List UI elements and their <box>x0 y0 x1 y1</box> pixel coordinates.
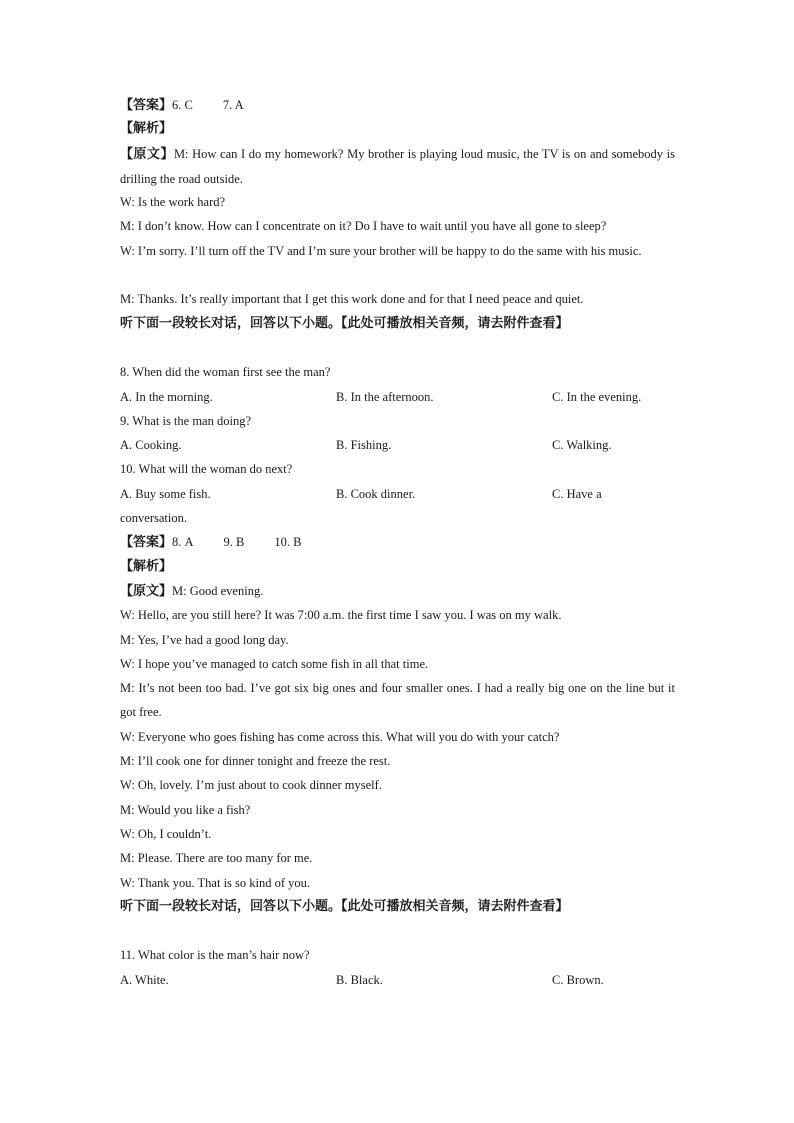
option-c-continuation: conversation. <box>120 511 187 526</box>
question-text: 8. When did the woman first see the man? <box>120 365 331 380</box>
answer-item: 9. B <box>223 535 245 550</box>
original-label: 【原文】 <box>120 583 173 599</box>
option-a[interactable]: A. Buy some fish. <box>120 486 211 501</box>
transcript-line <box>120 579 675 603</box>
question-options <box>120 482 675 506</box>
question-options <box>120 968 675 992</box>
transcript-line: W: Everyone who goes fishing has come across this. What will you do with your catch? <box>120 729 560 744</box>
spacer <box>120 919 675 943</box>
transcript-line: W: I’m sorry. I’ll turn off the TV and I’m sure your brother will be happy to do the same with his music. <box>120 243 642 258</box>
option-b[interactable]: B. Black. <box>336 972 383 987</box>
transcript-line: M: I’ll cook one for dinner tonight and freeze the rest. <box>120 754 391 769</box>
option-b[interactable]: B. Fishing. <box>336 438 392 453</box>
transcript-line: W: I hope you’ve managed to catch some fish in all that time. <box>120 656 429 671</box>
transcript-text: M: Good evening. <box>172 583 264 598</box>
question-text: 11. What color is the man’s hair now? <box>120 948 310 963</box>
question-options <box>120 385 675 409</box>
transcript-line: M: Would you like a fish? <box>120 802 251 817</box>
page-content <box>120 93 675 992</box>
question-options <box>120 433 675 457</box>
transcript-line: M: Please. There are too many for me. <box>120 851 313 866</box>
transcript-line: W: Oh, I couldn’t. <box>120 826 212 841</box>
transcript-line: W: Oh, lovely. I’m just about to cook dinner myself. <box>120 778 382 793</box>
spacer <box>120 336 675 360</box>
transcript-line: M: Yes, I’ve had a good long day. <box>120 632 289 647</box>
audio-instruction: 听下面一段较长对话，回答以下小题。【此处可播放相关音频，请去附件查看】 <box>120 315 569 331</box>
audio-instruction: 听下面一段较长对话，回答以下小题。【此处可播放相关音频，请去附件查看】 <box>120 898 569 914</box>
analysis-label: 【解析】 <box>120 558 173 574</box>
transcript-line: M: It’s not been too bad. I’ve got six big ones and four smaller ones. I had a really big one on the line but it got free. <box>120 681 675 720</box>
transcript-line: M: I don’t know. How can I concentrate on it? Do I have to wait until you have all gone to sleep? <box>120 219 607 234</box>
transcript-line: M: Thanks. It’s really important that I get this work done and for that I need peace and quiet. <box>120 292 584 307</box>
question-text: 9. What is the man doing? <box>120 413 251 428</box>
transcript-line <box>120 142 675 191</box>
question-text: 10. What will the woman do next? <box>120 462 293 477</box>
answer-line-1 <box>120 93 675 117</box>
option-c[interactable]: C. Walking. <box>552 438 612 453</box>
option-a[interactable]: A. White. <box>120 972 169 987</box>
transcript-line: W: Hello, are you still here? It was 7:00 a.m. the first time I saw you. I was on my walk. <box>120 608 562 623</box>
answer-item: 7. A <box>222 98 244 112</box>
answer-label: 【答案】 <box>120 535 173 551</box>
answer-item: 8. A <box>172 535 194 550</box>
option-a[interactable]: A. In the morning. <box>120 389 213 404</box>
option-c[interactable]: C. Brown. <box>552 972 604 987</box>
transcript-line: W: Is the work hard? <box>120 195 226 210</box>
answer-label: 【答案】 <box>120 98 173 113</box>
option-c[interactable]: C. Have a <box>552 486 602 501</box>
option-c[interactable]: C. In the evening. <box>552 389 642 404</box>
option-b[interactable]: B. Cook dinner. <box>336 486 416 501</box>
analysis-label: 【解析】 <box>120 121 173 137</box>
original-label: 【原文】 <box>120 146 174 162</box>
transcript-text: M: How can I do my homework? My brother is playing loud music, the TV is on and somebody is drilling the road outside. <box>120 146 675 186</box>
transcript-line: W: Thank you. That is so kind of you. <box>120 875 311 890</box>
option-b[interactable]: B. In the afternoon. <box>336 389 434 404</box>
answer-line-2 <box>120 530 675 554</box>
answer-item: 6. C <box>172 98 193 112</box>
option-a[interactable]: A. Cooking. <box>120 438 182 453</box>
answer-item: 10. B <box>274 535 302 550</box>
